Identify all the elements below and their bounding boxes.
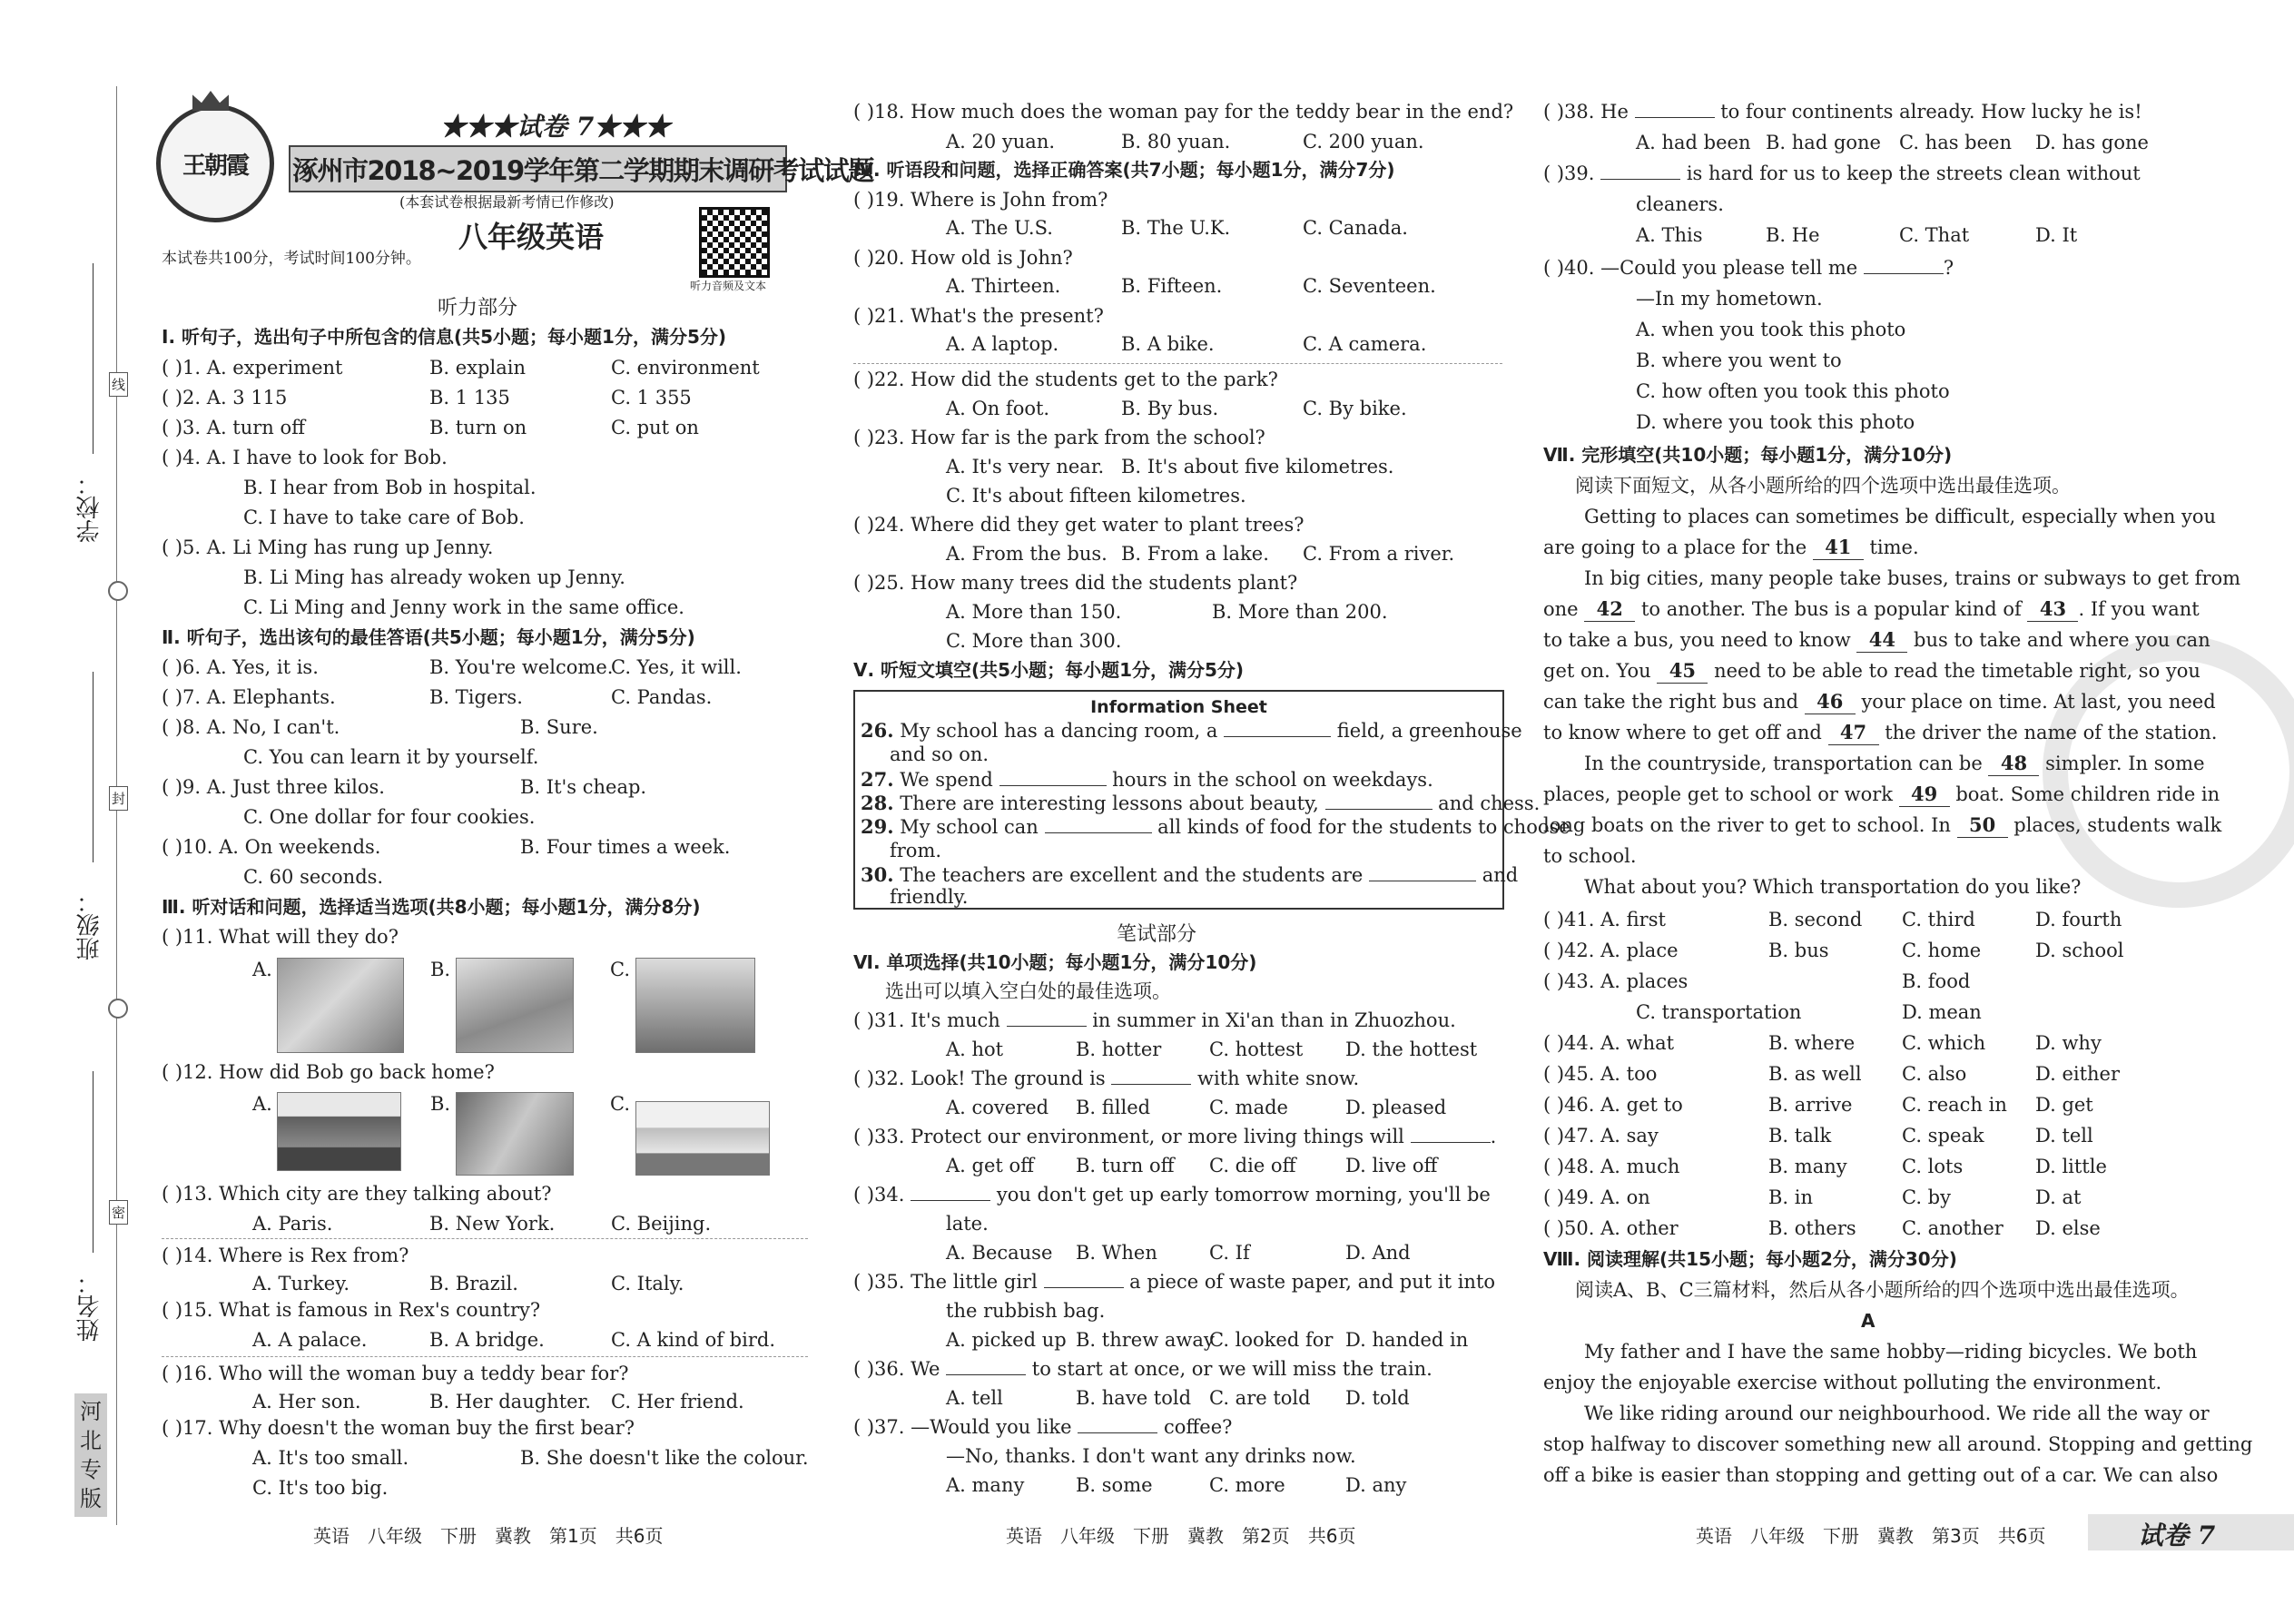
- cloze-p3-l4: to school.: [1543, 845, 1637, 867]
- cloze-p1-l1: Getting to places can sometimes be difficult, especially when you: [1584, 506, 2217, 527]
- cloze-p2-l1: In big cities, many people take buses, trains or subways to get from: [1584, 567, 2241, 589]
- blank-26: 26. My school has a dancing room, a field, a greenhouse: [861, 719, 1522, 742]
- option-label: A.: [252, 959, 272, 980]
- question-34: ( )34. you don't get up early tomorrow morning, you'll be late. A. Because B. When C. If D. And: [853, 1184, 1491, 1264]
- school-field[interactable]: [93, 263, 94, 454]
- section-1-heading: Ⅰ. 听句子，选出句子中所包含的信息(共5小题；每小题1分，满分5分): [162, 326, 727, 348]
- name-field[interactable]: [93, 1071, 94, 1253]
- written-part-title: 笔试部分: [1117, 923, 1197, 946]
- seal-mark-xian: 线: [109, 372, 128, 397]
- cloze-p2-l6: to know where to get off and 47 the driver the name of the station.: [1543, 721, 2218, 743]
- class-label: 班级：: [76, 890, 103, 960]
- option-label: B.: [430, 1093, 451, 1115]
- class-field[interactable]: [93, 672, 94, 862]
- qr-caption: 听力音频及文本: [690, 280, 767, 292]
- section-7-heading: Ⅶ. 完形填空(共10小题；每小题1分，满分10分): [1543, 444, 1953, 466]
- cloze-p2-l2: one 42 to another. The bus is a popular kind of 43 . If you want: [1543, 597, 2200, 620]
- blank-29-cont: from.: [890, 840, 942, 861]
- corner-tag: [2088, 1514, 2294, 1550]
- question-31: ( )31. It's much in summer in Xi'an than in Zhuozhou. A. hot B. hotter C. hottest D. the hottest: [853, 1009, 1478, 1060]
- section-6-heading: Ⅵ. 单项选择(共10小题；每小题1分，满分10分): [853, 951, 1257, 973]
- section-8-heading: Ⅷ. 阅读理解(共15小题；每小题2分，满分30分): [1543, 1248, 1957, 1270]
- photo-tree-planting-b: [456, 958, 574, 1053]
- photo-bus: [277, 1092, 401, 1171]
- question-35: ( )35. The little girl a piece of waste paper, and put it into the rubbish bag. A. picked up B. threw away C. looked for D. handed in: [853, 1271, 1496, 1351]
- blank-27: 27. We spend hours in the school on weekdays.: [861, 768, 1433, 791]
- dashed-divider: [853, 363, 1502, 364]
- crown-icon: [192, 91, 229, 111]
- brand-logo: [156, 104, 274, 222]
- question-12: ( )12. How did Bob go back home?: [162, 1061, 495, 1083]
- question-38: ( )38. He to four continents already. How lucky he is! A. had been B. had gone C. has been D. has gone: [1543, 101, 2149, 153]
- question-40: ( )40. —Could you please tell me ? —In my hometown. A. when you took this photo B. where you went to C. how often you took this photo D. where you took this photo: [1543, 257, 1954, 433]
- section-2-heading: Ⅱ. 听句子，选出该句的最佳答语(共5小题；每小题1分，满分5分): [162, 626, 695, 648]
- exam-title: 涿州市2018~2019学年第二学期期末调研考试试题: [292, 155, 873, 186]
- dashed-divider: [162, 1238, 808, 1239]
- blank-30: 30. The teachers are excellent and the students are and: [861, 863, 1519, 886]
- passage-a-label: A: [1861, 1310, 1876, 1332]
- name-label: 姓名：: [76, 1271, 103, 1342]
- exam-info: 本试卷共100分，考试时间100分钟。: [162, 250, 421, 268]
- region-tag: 河 北 专 版: [74, 1393, 107, 1517]
- page-footer-1: 英语 八年级 下册 冀教 第1页 共6页: [313, 1525, 664, 1547]
- exam-note: (本套试卷根据最新考情已作修改): [399, 193, 615, 211]
- option-label: B.: [430, 959, 451, 980]
- question-33: ( )33. Protect our environment, or more living things will . A. get off B. turn off C. die off D. live off: [853, 1126, 1497, 1176]
- blank-29: 29. My school can all kinds of food for the students to choose: [861, 815, 1570, 838]
- question-32: ( )32. Look! The ground is with white snow. A. covered B. filled C. made D. pleased: [853, 1068, 1447, 1118]
- blank-30-cont: friendly.: [890, 886, 969, 908]
- passage-a-line-4: stop halfway to discover something new all around. Stopping and getting: [1543, 1433, 2253, 1455]
- section-7-intro: 阅读下面短文，从各小题所给的四个选项中选出最佳选项。: [1575, 475, 2071, 497]
- cloze-p2-l4: get on. You 45 need to be able to read the timetable right, so you: [1543, 659, 2200, 682]
- photo-taxi: [635, 1101, 770, 1176]
- seal-mark-feng: 封: [109, 786, 128, 811]
- cloze-p2-l5: can take the right bus and 46 your place on time. At last, you need: [1543, 690, 2216, 713]
- subject-title: 八年级英语: [458, 220, 605, 254]
- question-37: ( )37. —Would you like coffee? —No, thanks. I don't want any drinks now. A. many B. some C. more D. any: [853, 1416, 1407, 1496]
- cloze-p3-l2: places, people get to school or work 49 boat. Some children ride in: [1543, 782, 2220, 805]
- section-4-heading: Ⅳ. 听语段和问题，选择正确答案(共7小题；每小题1分，满分7分): [853, 159, 1395, 181]
- section-8-intro: 阅读A、B、C三篇材料，然后从各小题所给的四个选项中选出最佳选项。: [1575, 1279, 2190, 1301]
- blank-26-cont: and so on.: [890, 743, 989, 765]
- cloze-p2-l3: to take a bus, you need to know 44 bus to take and where you can: [1543, 628, 2210, 651]
- binding-dot-icon: [108, 999, 128, 1019]
- question-11: ( )11. What will they do?: [162, 926, 399, 948]
- listening-part-title: 听力部分: [438, 297, 518, 320]
- dashed-divider: [162, 1356, 808, 1357]
- passage-a-line-1: My father and I have the same hobby—riding bicycles. We both: [1584, 1341, 2198, 1363]
- question-39: ( )39. is hard for us to keep the streets clean without cleaners. A. This B. He C. That D. It: [1543, 162, 2141, 246]
- blank-28: 28. There are interesting lessons about beauty, and chess.: [861, 792, 1541, 814]
- page-footer-3: 英语 八年级 下册 冀教 第3页 共6页: [1696, 1525, 2046, 1547]
- cloze-p4: What about you? Which transportation do you like?: [1584, 876, 2082, 898]
- cloze-p1-l2: are going to a place for the 41 time.: [1543, 536, 1919, 558]
- paper-number: ★★★试卷 7★★★: [440, 112, 671, 142]
- passage-a-line-3: We like riding around our neighbourhood. We ride all the way or: [1584, 1403, 2210, 1424]
- photo-bicycles: [456, 1092, 574, 1176]
- photo-tree-planting-a: [277, 958, 404, 1053]
- question-36: ( )36. We to start at once, or we will miss the train. A. tell B. have told C. are told D. told: [853, 1358, 1433, 1409]
- cloze-p3-l3: long boats on the river to get to school. In 50 places, students walk: [1543, 813, 2222, 836]
- seal-mark-mi: 密: [109, 1200, 128, 1225]
- binding-dot-icon: [108, 581, 128, 601]
- school-label: 学校：: [76, 472, 103, 543]
- option-label: A.: [252, 1093, 272, 1115]
- passage-a-line-5: off a bike is easier than stopping and getting out of a car. We can also: [1543, 1464, 2219, 1486]
- photo-street: [635, 958, 755, 1053]
- page-footer-2: 英语 八年级 下册 冀教 第2页 共6页: [1006, 1525, 1356, 1547]
- qr-code-icon[interactable]: [699, 207, 770, 278]
- cloze-p3-l1: In the countryside, transportation can be 48 simpler. In some: [1584, 752, 2205, 774]
- section-5-heading: Ⅴ. 听短文填空(共5小题；每小题1分，满分5分): [853, 659, 1245, 681]
- corner-tag-text: 试卷 7: [2138, 1521, 2216, 1550]
- brand-logo-text: 王朝霞: [182, 152, 248, 180]
- information-sheet-box: [853, 690, 1570, 910]
- section-6-intro: 选出可以填入空白处的最佳选项。: [885, 980, 1171, 1002]
- section-3-heading: Ⅲ. 听对话和问题，选择适当选项(共8小题；每小题1分，满分8分): [162, 896, 701, 918]
- passage-a-line-2: enjoy the enjoyable exercise without polluting the environment.: [1543, 1372, 2162, 1393]
- option-label: C.: [610, 959, 630, 980]
- option-label: C.: [610, 1093, 630, 1115]
- info-sheet-title: Information Sheet: [1090, 697, 1267, 717]
